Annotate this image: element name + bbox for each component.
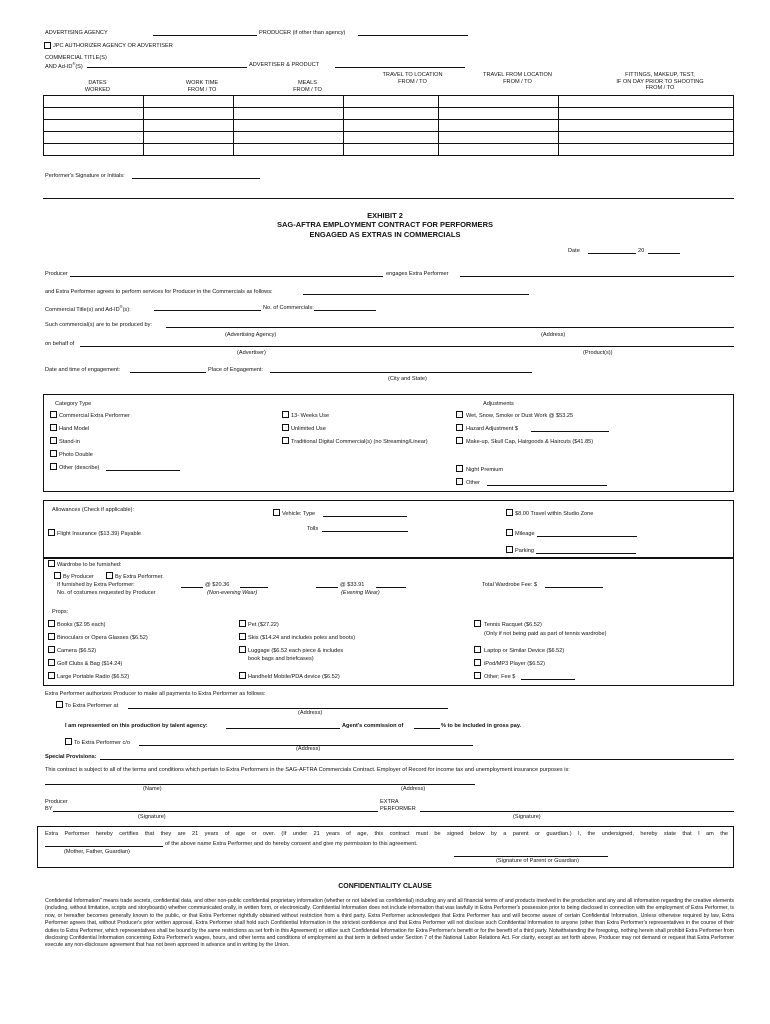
agrees-line: and Extra Performer agrees to perform services for Producer in the Commercials as follows: <box>45 289 273 295</box>
to-extra-at-label: To Extra Performer at <box>65 703 119 709</box>
rate2-qty-field[interactable] <box>316 582 338 588</box>
extra-performer-label: PERFORMER <box>380 806 416 812</box>
subject-line: This contract is subject to all of the terms and conditions which pertain to Extra Performers in the SAG-AFTRA Commercials Contract. Employer of Record for income tax and unemployment insurance purposes is: <box>45 767 570 773</box>
relation-field[interactable] <box>45 841 163 847</box>
extra-performer-field[interactable] <box>460 271 734 277</box>
titles-field[interactable] <box>87 62 247 68</box>
wardrobe-checkbox[interactable] <box>48 560 55 567</box>
prop-binoculars-label: Binoculars or Opera Glasses ($6.52) <box>57 635 148 641</box>
col-meals-header: MEALS FROM / TO <box>293 80 322 93</box>
prop-pet-label: Pet ($27.22) <box>248 622 279 628</box>
parking-field[interactable] <box>536 548 636 554</box>
hours-table <box>43 95 734 156</box>
producer-field[interactable] <box>70 271 383 277</box>
prop-pet-checkbox[interactable] <box>239 620 246 627</box>
prop-binoculars-checkbox[interactable] <box>48 633 55 640</box>
no-commercials-label: No. of Commercials: <box>263 305 314 311</box>
prop-golf-checkbox[interactable] <box>48 659 55 666</box>
relation-caption: (Mother, Father, Guardian) <box>64 849 130 855</box>
employer-field[interactable] <box>45 779 475 785</box>
col-worktime-header: WORK TIME FROM / TO <box>185 80 219 93</box>
producer-label: Producer <box>45 271 68 277</box>
titles-adid-field[interactable] <box>154 305 261 311</box>
prop-radio-checkbox[interactable] <box>48 672 55 679</box>
producer-sig-label: Producer <box>45 799 68 805</box>
prop-camera-checkbox[interactable] <box>48 646 55 653</box>
rate1-field[interactable] <box>240 582 268 588</box>
adj-hazard-checkbox[interactable] <box>456 424 463 431</box>
date-time-field[interactable] <box>130 367 206 373</box>
producer-sig-field[interactable] <box>53 806 378 812</box>
parking-label: Parking <box>515 548 534 554</box>
adv-agency-caption: (Advertising Agency) <box>225 332 277 338</box>
authorizes-line: Extra Performer authorizes Producer to make all payments to Extra Performer as follows: <box>45 691 266 697</box>
flight-checkbox[interactable] <box>48 529 55 536</box>
year-prefix: 20 <box>638 248 645 254</box>
flight-label: Flight Insurance ($13.39) Payable <box>57 531 141 537</box>
performer-signature-label: Performer's Signature or Initials: <box>45 173 125 179</box>
exhibit-title: EXHIBIT 2 SAG-AFTRA EMPLOYMENT CONTRACT FOR PERFORMERS ENGAGED AS EXTRAS IN COMMERCIALS <box>277 211 493 239</box>
rate1-qty-field[interactable] <box>181 582 203 588</box>
wardrobe-title: Wardrobe to be furnished: <box>57 562 122 568</box>
jpc-checkbox[interactable] <box>44 42 51 49</box>
cat-extra-checkbox[interactable] <box>50 411 57 418</box>
col-fittings-header: FITTINGS, MAKEUP, TEST, IF ON DAY PRIOR TO SHOOTING FROM / TO <box>616 72 704 92</box>
pct-included-label: % to be included in gross pay. <box>441 723 522 729</box>
cat-standin-label: Stand-in <box>59 439 80 445</box>
prop-camera-label: Camera ($6.52) <box>57 648 97 654</box>
prop-other-field[interactable] <box>521 674 575 680</box>
prop-tennis-note: (Only if not being paid as part of tennis wardrobe) <box>484 631 607 637</box>
prop-books-checkbox[interactable] <box>48 620 55 627</box>
to-extra-co-label: To Extra Performer c/o <box>74 740 130 746</box>
rate2-field[interactable] <box>376 582 406 588</box>
talent-agency-field[interactable] <box>226 723 340 729</box>
cat-other-label: Other (describe) <box>59 465 100 471</box>
col-dates-header: DATES WORKED <box>84 80 111 93</box>
prop-luggage-checkbox[interactable] <box>239 646 246 653</box>
no-commercials-field[interactable] <box>314 305 376 311</box>
no-costumes-label: No. of costumes requested by Producer <box>57 590 156 596</box>
prop-other-label: Other; Fee $ <box>484 674 516 680</box>
use-13wk-label: 13- Weeks Use <box>291 413 330 419</box>
vehicle-label: Vehicle: Type <box>282 511 316 517</box>
on-behalf-field[interactable] <box>80 341 734 347</box>
agrees-field[interactable] <box>303 289 529 295</box>
category-title: Category Type <box>55 401 92 407</box>
adj-wet-label: Wet, Snow, Smoke or Dust Work @ $53.25 <box>466 413 574 419</box>
rate1-note: (Non-evening Wear) <box>207 590 258 596</box>
cat-other-checkbox[interactable] <box>50 463 57 470</box>
producer-other-field[interactable] <box>358 30 468 36</box>
commercial-titles-label: COMMERCIAL TITLE(S) <box>45 55 107 61</box>
parent-sig-field[interactable] <box>454 851 608 857</box>
to-extra-co-checkbox[interactable] <box>65 738 72 745</box>
prop-skis-label: Skis ($14.24 and includes poles and boots) <box>248 635 355 641</box>
adj-makeup-checkbox[interactable] <box>456 437 463 444</box>
prop-other-checkbox[interactable] <box>474 672 481 679</box>
mileage-checkbox[interactable] <box>506 529 513 536</box>
date-time-label: Date and time of engagement: <box>45 367 121 373</box>
tolls-field[interactable] <box>322 526 408 532</box>
cat-hand-checkbox[interactable] <box>50 424 57 431</box>
prop-luggage-label-2: book bags and briefcases) <box>248 656 314 662</box>
tolls-label: Tolls <box>307 526 319 532</box>
use-13wk-checkbox[interactable] <box>282 411 289 418</box>
extra-sig-caption: (Signature) <box>513 814 541 820</box>
date-label: Date <box>568 248 580 254</box>
adj-other-field[interactable] <box>487 480 607 486</box>
address-caption: (Address) <box>541 332 566 338</box>
table-row <box>44 96 734 108</box>
extra-sig-label: EXTRA <box>380 799 399 805</box>
prop-laptop-checkbox[interactable] <box>474 646 481 653</box>
jpc-label: JPC AUTHORIZER AGENCY OR ADVERTISER <box>53 43 173 49</box>
confidentiality-body: Confidential Information" means trade secrets, confidential data, and other non-public confidential proprietary information (whether or not labeled as confidential) including any and all financial terms of and products involved in the production and any and all information regarding the creative elements (including, without limitation, scripts and storyboards) whether communicated orally, in written form, or electronically. Confidential Information does not include information that was lawfully in Extra Performer's possession prior to being disclosed in connection with the employment of Extra Performer, is now, or hereafter becomes generally known to the public, or that Extra Performer rightfully obtained without restriction from a third party. Extra Performer acknowledges that Extra Performer has and will become aware of certain Confidential Information. Unless otherwise required by law, Extra Performer agrees that, without Producer's prior written approval, Extra Performer shall hold such Confidential Information in the strictest confidence and that Extra Performer will not disclose such Confidential Information to anyone (other than Extra Performer's representatives in the course of their duties to Extra Performer, which representatives shall be bound by the same restrictions as set forth in this Agreement) or utilize such Confidential Information for Extra Performer's benefit or for the benefit of a third party. Notwithstanding the foregoing, nothing herein shall prohibit Extra Performer from disclosing Confidential Information concerning Extra Performer's wages, hours, and other terms and conditions of employment as that term is defined under Section 7 of the National Labor Relations Act. For clarity, except as set forth above, Producer may not demand or request that Extra Performer execute any non-disclosure agreement that has not been approved in advance and in writing by the Union. <box>45 898 734 949</box>
prop-mobile-checkbox[interactable] <box>239 672 246 679</box>
minor-line-2: of the above name Extra Performer and do hereby consent and give my permission to this agreement. <box>165 841 418 847</box>
produced-by-label: Such commercial(s) are to be produced by: <box>45 322 152 328</box>
advertising-agency-label: ADVERTISING AGENCY <box>45 30 108 36</box>
adj-night-checkbox[interactable] <box>456 465 463 472</box>
engages-label: engages Extra Performer <box>386 271 449 277</box>
advertising-agency-field[interactable] <box>153 30 257 36</box>
vehicle-checkbox[interactable] <box>273 509 280 516</box>
mileage-field[interactable] <box>537 531 637 537</box>
rate1-label: @ $20.36 <box>205 582 230 588</box>
place-field[interactable] <box>270 367 532 373</box>
commission-field[interactable] <box>414 723 440 729</box>
year-field[interactable] <box>648 248 680 254</box>
by-extra-label: By Extra Performer. <box>115 574 164 580</box>
performer-signature-field[interactable] <box>132 173 260 179</box>
table-row <box>44 120 734 132</box>
prop-luggage-label: Luggage ($6.52 each piece & includes <box>248 648 344 654</box>
agents-commission-label: Agent's commission of <box>342 723 404 729</box>
cat-photo-checkbox[interactable] <box>50 450 57 457</box>
special-provisions-label: Special Provisions: <box>45 754 97 760</box>
prop-ipod-checkbox[interactable] <box>474 659 481 666</box>
rate2-note: (Evening Wear) <box>341 590 380 596</box>
prop-ipod-label: iPod/MP3 Player ($6.52) <box>484 661 545 667</box>
to-extra-address-caption: (Address) <box>298 710 323 716</box>
adid-label: AND Ad-ID®(S) <box>45 61 83 70</box>
to-extra-co-address-caption: (Address) <box>296 746 321 752</box>
employer-name-caption: (Name) <box>143 786 162 792</box>
adj-wet-checkbox[interactable] <box>456 411 463 418</box>
represented-line: I am represented on this production by talent agency: <box>65 723 208 729</box>
products-caption: (Product(s)) <box>583 350 613 356</box>
cat-other-field[interactable] <box>106 465 180 471</box>
prop-laptop-label: Laptop or Similar Device ($6.52) <box>484 648 565 654</box>
table-row <box>44 108 734 120</box>
adj-other-checkbox[interactable] <box>456 478 463 485</box>
table-row <box>44 132 734 144</box>
by-producer-checkbox[interactable] <box>54 572 61 579</box>
col-travelto-header: TRAVEL TO LOCATION FROM / TO <box>382 72 443 85</box>
use-digital-checkbox[interactable] <box>282 437 289 444</box>
parking-checkbox[interactable] <box>506 546 513 553</box>
on-behalf-label: on behalf of <box>45 341 75 347</box>
to-extra-at-checkbox[interactable] <box>56 701 63 708</box>
producer-sig-caption: (Signature) <box>138 814 166 820</box>
prop-mobile-label: Handheld Mobile/PDA device ($6.52) <box>248 674 340 680</box>
titles-adid-label: Commercial Title(s) and Ad-ID®(s): <box>45 304 131 313</box>
cat-photo-label: Photo Double <box>59 452 93 458</box>
adj-other-label: Other <box>466 480 480 486</box>
cat-extra-label: Commercial Extra Performer <box>59 413 130 419</box>
minor-line-1: Extra Performer hereby certifies that they are 21 years of age or over. (If under 21 years of age, this contract must be signed below by a parent or guardian.) I, the undersigned, hereby state that I am the <box>45 831 728 837</box>
producer-by-label: BY <box>45 806 53 812</box>
to-extra-at-field[interactable] <box>128 703 448 709</box>
adj-makeup-label: Make-up, Skull Cap, Hairgoods & Haircuts ($41.85) <box>466 439 594 445</box>
cat-standin-checkbox[interactable] <box>50 437 57 444</box>
col-travelfrom-header: TRAVEL FROM LOCATION FROM / TO <box>483 72 552 85</box>
confidentiality-title: CONFIDENTIALITY CLAUSE <box>338 883 432 890</box>
adjustments-title: Adjustments <box>483 401 514 407</box>
allowances-title: Allowances (Check if applicable): <box>52 507 135 513</box>
mileage-label: Mileage <box>515 531 535 537</box>
use-unlimited-checkbox[interactable] <box>282 424 289 431</box>
adj-hazard-field[interactable] <box>531 426 609 432</box>
prop-radio-label: Large Portable Radio ($6.52) <box>57 674 130 680</box>
prop-tennis-checkbox[interactable] <box>474 620 481 627</box>
city-state-caption: (City and State) <box>388 376 427 382</box>
by-extra-checkbox[interactable] <box>106 572 113 579</box>
adj-night-label: Night Premium <box>466 467 503 473</box>
travel-checkbox[interactable] <box>506 509 513 516</box>
props-title: Props: <box>52 609 69 615</box>
by-producer-label: By Producer <box>63 574 94 580</box>
place-label: Place of Engagement: <box>208 367 264 373</box>
advertiser-product-label: ADVERTISER & PRODUCT <box>249 62 320 68</box>
extra-sig-field[interactable] <box>420 806 734 812</box>
section-divider <box>43 198 734 199</box>
prop-golf-label: Golf Clubs & Bag ($14.24) <box>57 661 123 667</box>
cat-hand-label: Hand Model <box>59 426 90 432</box>
advertiser-caption: (Advertiser) <box>237 350 266 356</box>
producer-other-label: PRODUCER (if other than agency) <box>259 30 346 36</box>
prop-tennis-label: Tennis Racquet ($6.52) <box>484 622 542 628</box>
use-digital-label: Traditional Digital Commercial(s) (no Streaming/Linear) <box>291 439 428 445</box>
parent-sig-caption: (Signature of Parent or Guardian) <box>496 858 580 864</box>
advertiser-product-field[interactable] <box>335 62 465 68</box>
total-wardrobe-field[interactable] <box>545 582 603 588</box>
date-field[interactable] <box>588 248 636 254</box>
use-unlimited-label: Unlimited Use <box>291 426 326 432</box>
travel-label: $8.00 Travel within Studio Zone <box>515 511 594 517</box>
employer-address-caption: (Address) <box>401 786 426 792</box>
total-wardrobe-label: Total Wardrobe Fee: $ <box>482 582 538 588</box>
table-row <box>44 144 734 156</box>
prop-books-label: Books ($2.95 each) <box>57 622 106 628</box>
rate2-label: @ $33.91 <box>340 582 365 588</box>
prop-skis-checkbox[interactable] <box>239 633 246 640</box>
if-furnished-label: If furnished by Extra Performer: <box>57 582 135 588</box>
special-provisions-field[interactable] <box>100 754 734 760</box>
produced-by-field[interactable] <box>166 322 734 328</box>
vehicle-field[interactable] <box>323 511 407 517</box>
adj-hazard-label: Hazard Adjustment $ <box>466 426 518 432</box>
